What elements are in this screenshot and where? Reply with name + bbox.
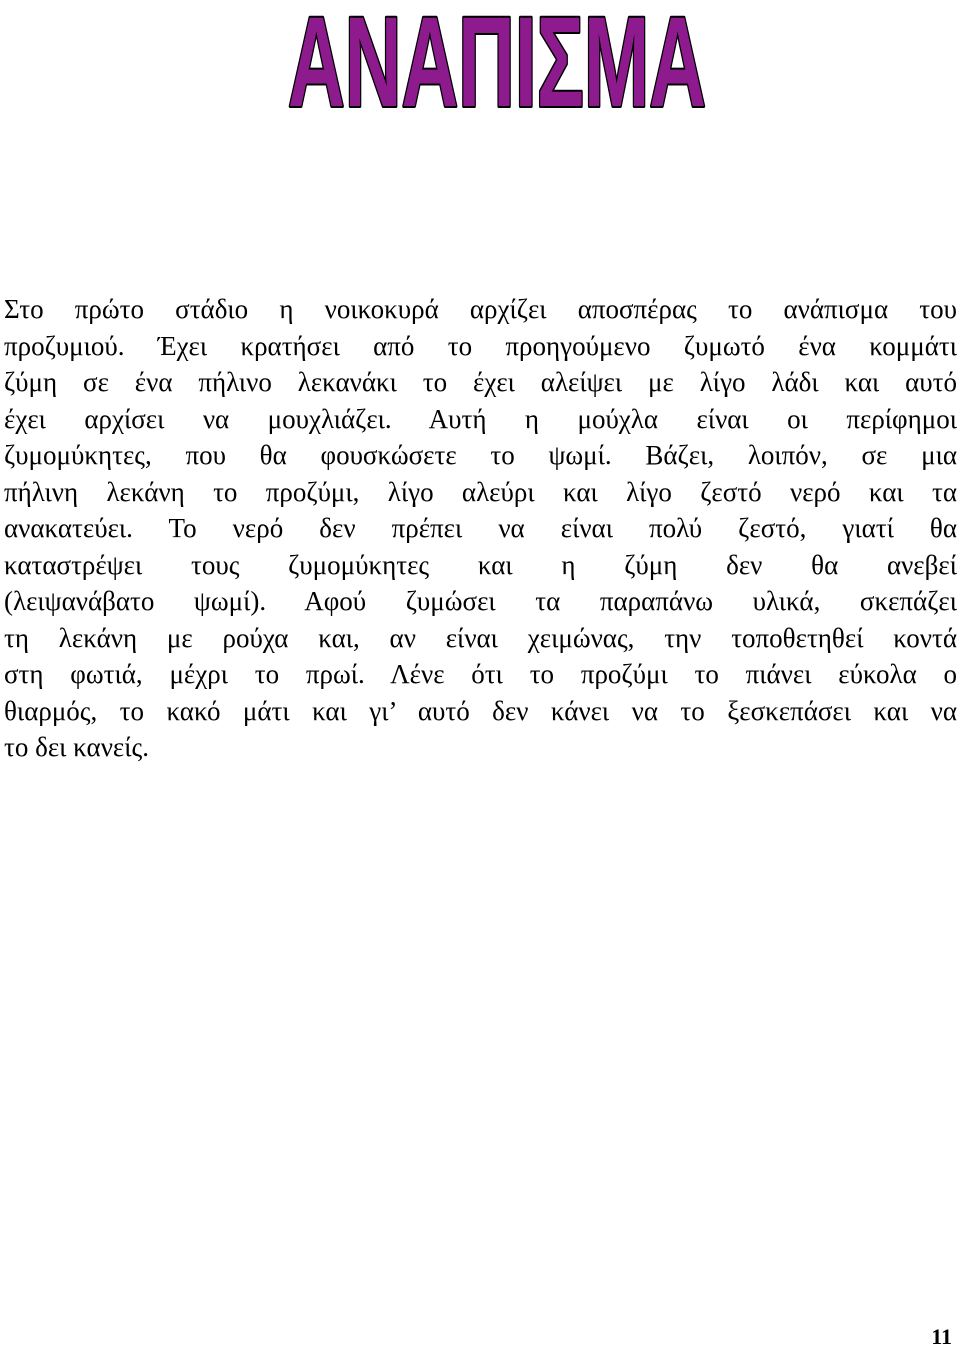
paragraph-line: το δει κανείς. <box>4 732 149 762</box>
paragraph-line: στη φωτιά, μέχρι το πρωί. Λένε ότι το προζύμι το πιάνει εύκολα ο <box>4 659 957 689</box>
paragraph-line: (λειψανάβατο ψωμί). Αφού ζυμώσει τα παραπάνω υλικά, σκεπάζει <box>4 586 957 616</box>
body-paragraph <box>4 291 957 766</box>
paragraph-line: ζύμη σε ένα πήλινο λεκανάκι το έχει αλείψει με λίγο λάδι και αυτό <box>4 367 957 397</box>
paragraph-line: ζυμομύκητες, που θα φουσκώσετε το ψωμί. Βάζει, λοιπόν, σε μια <box>4 440 957 470</box>
paragraph-line: έχει αρχίσει να μουχλιάζει. Αυτή η μούχλα είναι οι περίφημοι <box>4 403 957 434</box>
paragraph-line: θιαρμός, το κακό μάτι και γι’ αυτό δεν κάνει να το ξεσκεπάσει και να <box>4 695 957 726</box>
title-svg <box>282 0 712 134</box>
paragraph-line: ανακατεύει. Το νερό δεν πρέπει να είναι πολύ ζεστό, γιατί θα <box>4 513 957 543</box>
paragraph-line: προζυμιού. Έχει κρατήσει από το προηγούμενο ζυμωτό ένα κομμάτι <box>4 330 957 361</box>
paragraph-line: Στο πρώτο στάδιο η νοικοκυρά αρχίζει αποσπέρας το ανάπισμα του <box>4 294 957 324</box>
page-title-wordart <box>282 0 712 134</box>
page-number: 11 <box>931 1324 952 1349</box>
page-title: ΑΝΑΠΙΣΜΑ <box>288 0 706 134</box>
paragraph-line: πήλινη λεκάνη το προζύμι, λίγο αλεύρι και λίγο ζεστό νερό και τα <box>4 476 957 507</box>
paragraph-line: καταστρέψει τους ζυμομύκητες και η ζύμη δεν θα ανεβεί <box>4 549 957 580</box>
paragraph-line: τη λεκάνη με ρούχα και, αν είναι χειμώνας, την τοποθετηθεί κοντά <box>4 622 957 653</box>
